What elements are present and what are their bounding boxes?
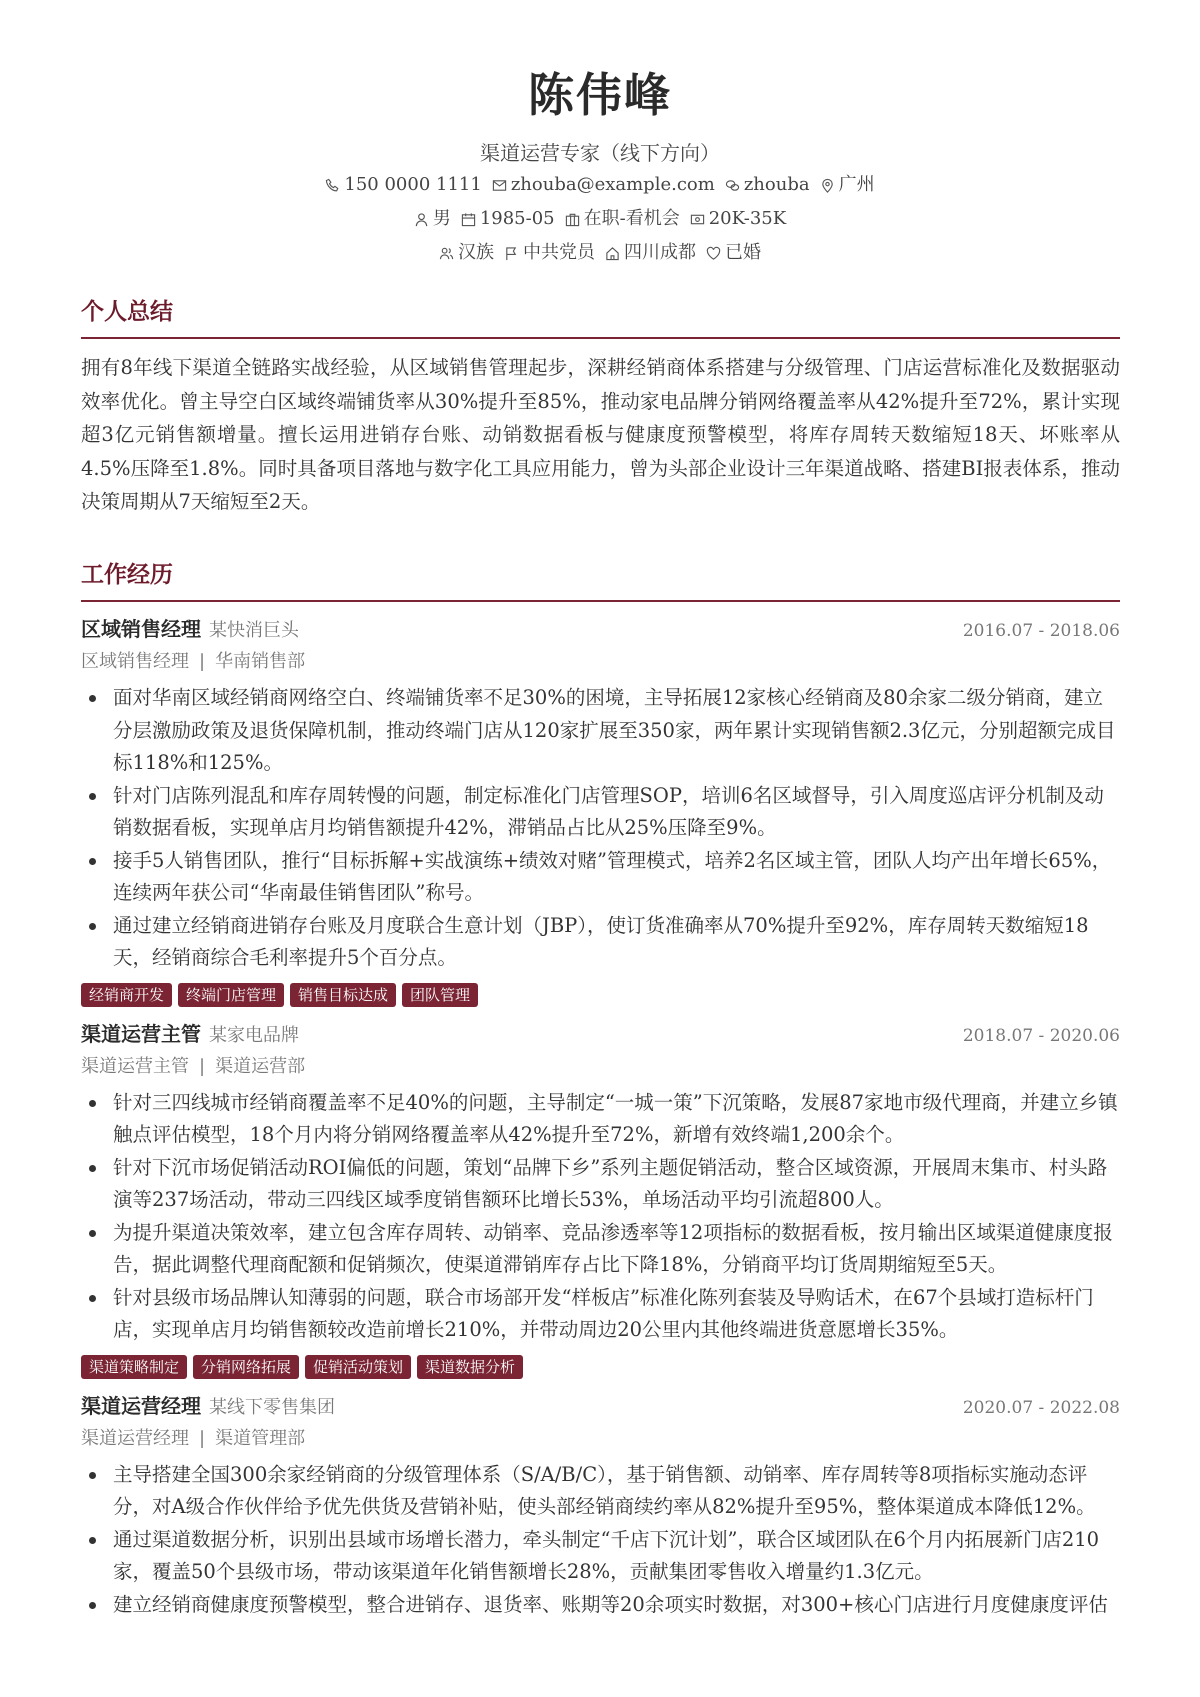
personal-row <box>0 202 1200 236</box>
achievement-item: 针对下沉市场促销活动ROI偏低的问题，策划“品牌下乡”系列主题促销活动，整合区域资源，开展周末集市、村头路演等237场活动，带动三四线区域季度销售额环比增长53%，单场活动平均引流超800人。 <box>81 1152 1120 1217</box>
email-info: zhouba@example.com <box>492 168 715 202</box>
job-entry <box>81 614 1120 1007</box>
wechat-info: zhouba <box>725 168 810 202</box>
achievement-item: 针对门店陈列混乱和库存周转慢的问题，制定标准化门店管理SOP，培训6名区域督导，引入周度巡店评分机制及动销数据看板，实现单店月均销售额提升42%，滞销品占比从25%压降至9%。 <box>81 780 1120 845</box>
politics-info: 中共党员 <box>504 236 595 270</box>
job-achievements <box>81 1459 1120 1622</box>
skill-tag: 终端门店管理 <box>178 983 284 1007</box>
summary-section <box>81 296 1120 519</box>
job-title-group <box>81 1391 335 1423</box>
job-department: 华南销售部 <box>215 651 306 672</box>
job-date-range: 2020.07 - 2022.08 <box>962 1397 1120 1418</box>
birth-info: 1985-05 <box>461 202 555 236</box>
achievement-item: 针对县级市场品牌认知薄弱的问题，联合市场部开发“样板店”标准化陈列套装及导购话术，在67个县域打造标杆门店，实现单店月均销售额较改造前增长210%，并带动周边20公里内其他终端进货意愿增长35%。 <box>81 1282 1120 1347</box>
separator: | <box>199 1055 206 1077</box>
experience-section <box>81 559 1120 1621</box>
achievement-item: 为提升渠道决策效率，建立包含库存周转、动销率、竞品渗透率等12项指标的数据看板，按月输出区域渠道健康度报告，据此调整代理商配额和促销频次，使渠道滞销库存占比下降18%，分销商平均订货周期缩短至5天。 <box>81 1217 1120 1282</box>
company-name: 某线下零售集团 <box>209 1396 335 1418</box>
money-icon <box>690 212 705 227</box>
skill-tag: 渠道策略制定 <box>81 1355 187 1379</box>
job-role-line <box>81 1423 1120 1455</box>
job-list <box>81 614 1120 1621</box>
job-title: 渠道运营主管 <box>81 1021 201 1046</box>
location-pin-icon <box>820 178 835 193</box>
job-role: 渠道运营经理 <box>81 1427 189 1449</box>
skill-tag: 分销网络拓展 <box>193 1355 299 1379</box>
contact-row <box>0 168 1200 202</box>
job-department: 渠道管理部 <box>215 1427 306 1449</box>
skill-tag: 渠道数据分析 <box>417 1355 523 1379</box>
separator: | <box>199 1427 206 1449</box>
flag-icon <box>504 246 519 261</box>
achievement-item: 建立经销商健康度预警模型，整合进销存、退货率、账期等20余项实时数据，对300+核心门店进行月度健康度评估 <box>81 1589 1120 1622</box>
skill-tags <box>81 983 1120 1007</box>
job-title-group <box>81 614 299 646</box>
phone-icon <box>325 178 340 193</box>
job-title: 渠道运营经理 <box>81 1393 201 1418</box>
job-entry <box>81 1019 1120 1379</box>
resume-header <box>0 60 1200 270</box>
job-header <box>81 614 1120 646</box>
company-name: 某家电品牌 <box>209 1024 299 1046</box>
marital-info: 已婚 <box>706 236 761 270</box>
job-department: 渠道运营部 <box>215 1055 306 1077</box>
job-achievements <box>81 1087 1120 1347</box>
job-date-range: 2016.07 - 2018.06 <box>962 621 1120 641</box>
job-title: 区域销售经理 <box>81 617 201 641</box>
job-date-range: 2018.07 - 2020.06 <box>962 1025 1120 1046</box>
phone-info: 150 0000 1111 <box>325 168 481 202</box>
achievement-item: 主导搭建全国300余家经销商的分级管理体系（S/A/B/C），基于销售额、动销率、库存周转等8项指标实施动态评分，对A级合作伙伴给予优先供货及营销补贴，使头部经销商续约率从82%提升至95%，整体渠道成本降低12%。 <box>81 1459 1120 1524</box>
skill-tag: 促销活动策划 <box>305 1355 411 1379</box>
achievement-item: 针对三四线城市经销商覆盖率不足40%的问题，主导制定“一城一策”下沉策略，发展87家地市级代理商，并建立乡镇触点评估模型，18个月内将分销网络覆盖率从42%提升至72%，新增有效终端1,200余个。 <box>81 1087 1120 1152</box>
hometown-info: 四川成都 <box>605 236 696 270</box>
section-title-summary: 个人总结 <box>81 296 1120 339</box>
calendar-icon <box>461 212 476 227</box>
achievement-item: 通过渠道数据分析，识别出县域市场增长潜力，牵头制定“千店下沉计划”，联合区域团队在6个月内拓展新门店210家，覆盖50个县级市场，带动该渠道年化销售额增长28%，贡献集团零售收入增量约1.3亿元。 <box>81 1524 1120 1589</box>
achievement-item: 面对华南区域经销商网络空白、终端铺货率不足30%的困境，主导拓展12家核心经销商及80余家二级分销商，建立分层激励政策及退货保障机制，推动终端门店从120家扩展至350家，两年累计实现销售额2.3亿元，分别超额完成目标118%和125%。 <box>81 682 1120 780</box>
job-role: 渠道运营主管 <box>81 1055 189 1077</box>
achievement-item: 接手5人销售团队，推行“目标拆解+实战演练+绩效对赌”管理模式，培养2名区域主管，团队人均产出年增长65%，连续两年获公司“华南最佳销售团队”称号。 <box>81 845 1120 910</box>
job-objective: 渠道运营专家（线下方向） <box>480 141 720 165</box>
job-role-line <box>81 1051 1120 1083</box>
status-info: 在职-看机会 <box>565 202 680 236</box>
briefcase-icon <box>565 212 580 227</box>
location-info: 广州 <box>820 168 875 202</box>
section-title-experience: 工作经历 <box>81 559 1120 602</box>
skill-tag: 销售目标达成 <box>290 983 396 1007</box>
summary-paragraph: 拥有8年线下渠道全链路实战经验，从区域销售管理起步，深耕经销商体系搭建与分级管理、门店运营标准化及数据驱动效率优化。曾主导空白区域终端铺货率从30%提升至85%，推动家电品牌分销网络覆盖率从42%提升至72%，累计实现超3亿元销售额增量。擅长运用进销存台账、动销数据看板与健康度预警模型，将库存周转天数缩短18天、坏账率从4.5%压降至1.8%。同时具备项目落地与数字化工具应用能力，曾为头部企业设计三年渠道战略、搭建BI报表体系，推动决策周期从7天缩短至2天。 <box>81 356 1120 513</box>
job-role: 区域销售经理 <box>81 651 189 672</box>
separator: | <box>199 651 206 672</box>
achievement-item: 通过建立经销商进销存台账及月度联合生意计划（JBP），使订货准确率从70%提升至92%，库存周转天数缩短18天，经销商综合毛利率提升5个百分点。 <box>81 910 1120 975</box>
gender-info: 男 <box>414 202 451 236</box>
person-icon <box>414 212 429 227</box>
home-icon <box>605 246 620 261</box>
wechat-icon <box>725 178 740 193</box>
candidate-name: 陈伟峰 <box>528 68 672 122</box>
company-name: 某快消巨头 <box>209 620 299 641</box>
job-header <box>81 1019 1120 1051</box>
job-title-group <box>81 1019 299 1051</box>
people-icon <box>439 246 454 261</box>
ethnicity-info: 汉族 <box>439 236 494 270</box>
skill-tag: 团队管理 <box>402 983 478 1007</box>
salary-info: 20K-35K <box>690 202 786 236</box>
job-entry <box>81 1391 1120 1622</box>
job-role-line <box>81 646 1120 678</box>
background-row <box>0 236 1200 270</box>
skill-tags <box>81 1355 1120 1379</box>
mail-icon <box>492 178 507 193</box>
job-achievements <box>81 682 1120 975</box>
heart-icon <box>706 246 721 261</box>
job-header <box>81 1391 1120 1423</box>
skill-tag: 经销商开发 <box>81 983 172 1007</box>
